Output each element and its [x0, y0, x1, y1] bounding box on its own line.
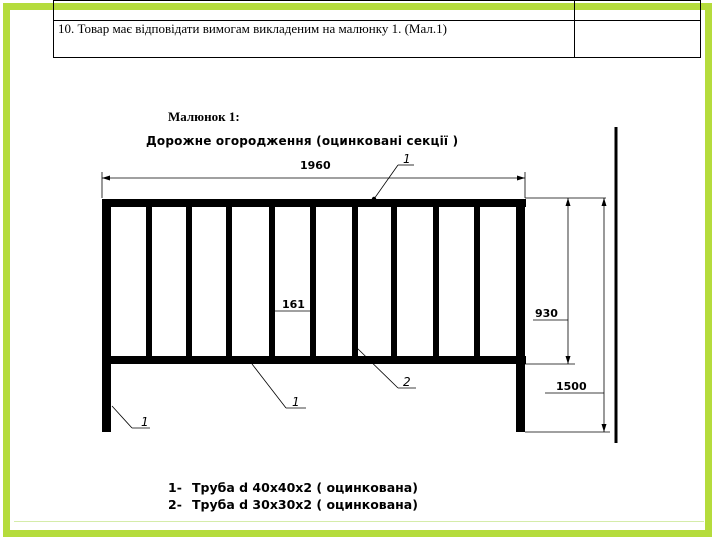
callout-leader-top [374, 165, 398, 199]
legend [168, 479, 418, 513]
top-rail [102, 199, 526, 207]
figure-subtitle: Дорожне огородження (оцинковані секції ) [146, 134, 459, 148]
arrow-right [517, 176, 525, 181]
vertical-bar [310, 207, 316, 356]
dimension-post: 1500 [556, 380, 587, 393]
arrow-post-up [602, 198, 607, 206]
dimension-height: 930 [535, 307, 558, 320]
callout-leader-rail [252, 364, 286, 408]
callout-leader-post [112, 406, 132, 428]
vertical-bar [352, 207, 358, 356]
vertical-bar [474, 207, 480, 356]
legend-text: Труба d 30х30х2 ( оцинкована) [192, 497, 418, 512]
arrow-post-down [602, 424, 607, 432]
figure-caption: Малюнок 1: [168, 109, 240, 124]
vertical-bar [269, 207, 275, 356]
vertical-bar [226, 207, 232, 356]
legend-item [168, 479, 418, 496]
arrow-left [102, 176, 110, 181]
requirement-text: 10. Товар має відповідати вимогам викладеним на малюнку 1. (Мал.1) [54, 21, 575, 58]
callout-bottom-rail: 1 [292, 395, 300, 409]
dimension-spacing: 161 [282, 298, 305, 311]
arrow-up [566, 198, 571, 206]
callout-bar: 2 [403, 375, 411, 389]
callout-post-left: 1 [141, 415, 149, 429]
bottom-rail [102, 356, 526, 364]
vertical-bar [186, 207, 192, 356]
vertical-bar [391, 207, 397, 356]
legend-num: 2- [168, 497, 182, 512]
dimension-width: 1960 [300, 159, 331, 172]
vertical-bar [146, 207, 152, 356]
post-left [102, 199, 111, 432]
callout-top-rail: 1 [403, 152, 411, 166]
legend-num: 1- [168, 480, 182, 495]
post-right [516, 199, 525, 432]
legend-text: Труба d 40х40х2 ( оцинкована) [192, 480, 418, 495]
arrow-down [566, 356, 571, 364]
vertical-bar [433, 207, 439, 356]
legend-item [168, 496, 418, 513]
